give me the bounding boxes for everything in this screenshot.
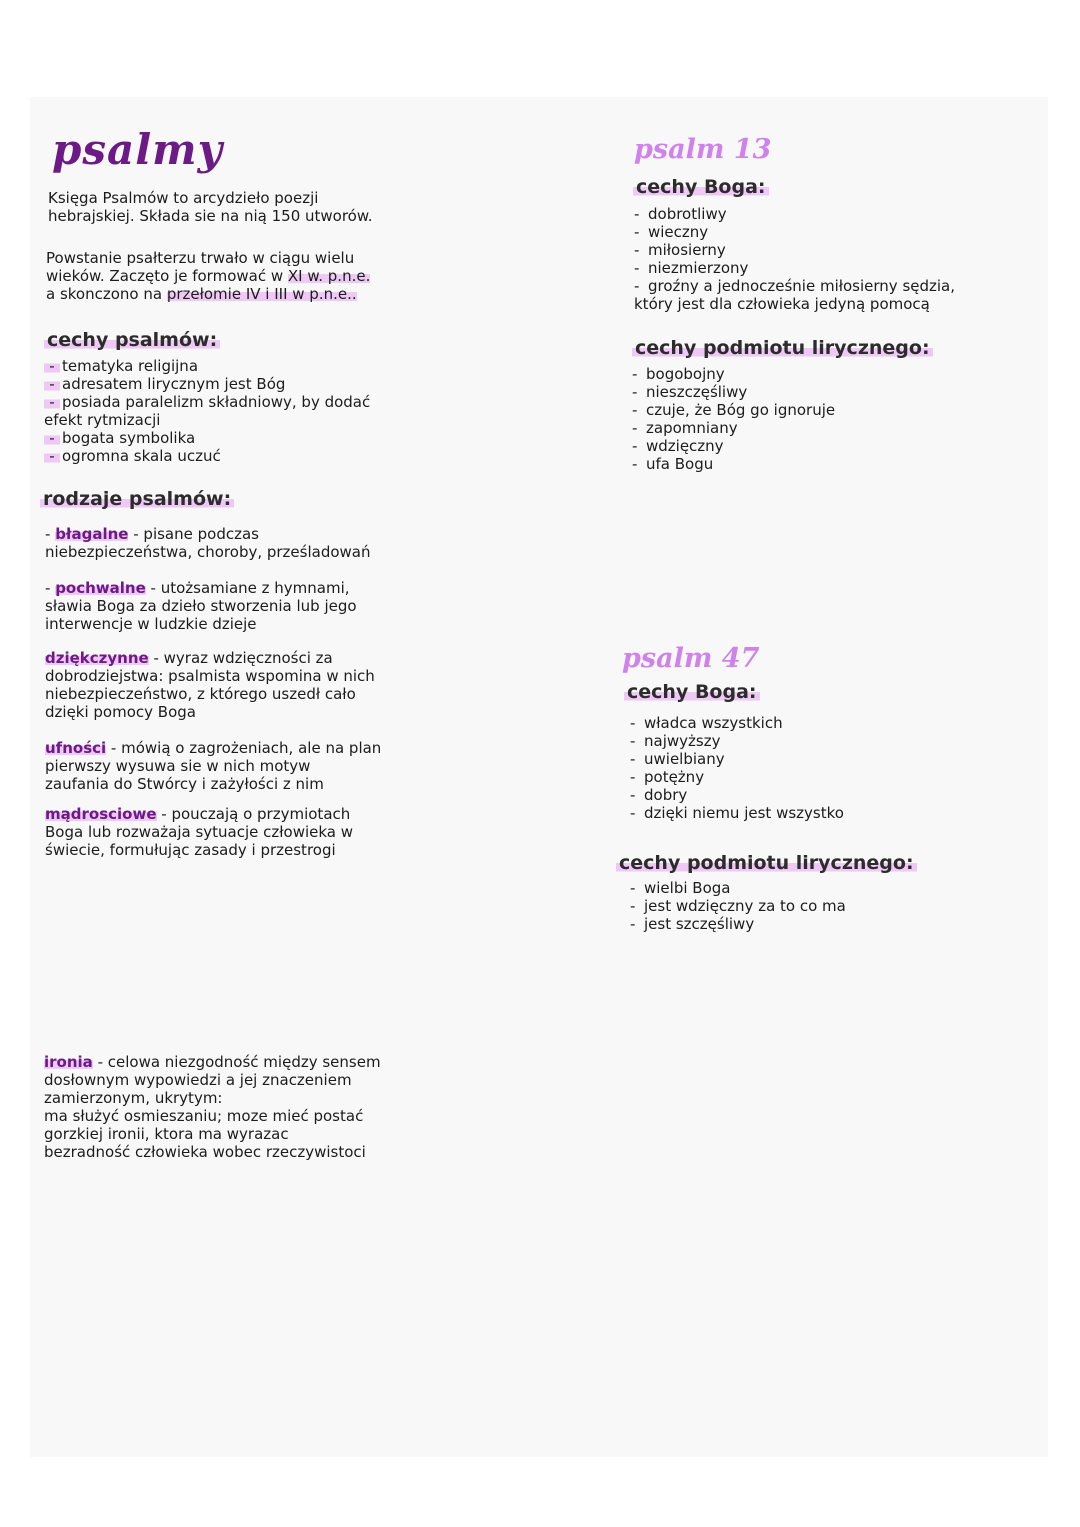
type-term: pochwalne <box>55 579 146 597</box>
history-highlight-1: XI w. p.n.e. <box>287 267 371 285</box>
list-item: - najwyższy <box>630 732 721 750</box>
list-item: - ogromna skala uczuć <box>44 447 464 465</box>
list-item: - jest wdzięczny za to co ma <box>630 897 846 915</box>
list-item: - wdzięczny <box>632 437 724 455</box>
psalm13-god-traits <box>634 205 1024 313</box>
list-item: - zapomniany <box>632 419 738 437</box>
list-item: - niezmierzony <box>634 259 749 277</box>
list-item: - groźny a jednocześnie miłosierny sędzia, który jest dla człowieka jedyną pomocą <box>634 277 956 313</box>
types-heading: rodzaje psalmów: <box>40 488 234 510</box>
list-item: - miłosierny <box>634 241 726 259</box>
list-item: - adresatem lirycznym jest Bóg <box>44 375 464 393</box>
list-item: - uwielbiany <box>630 750 725 768</box>
list-item: - nieszczęśliwy <box>632 383 748 401</box>
psalm47-title: psalm 47 <box>622 643 760 674</box>
intro-text: Księga Psalmów to arcydzieło poezji hebrajskiej. Składa sie na nią 150 utworów. <box>48 189 373 225</box>
type-entry: dziękczynne - wyraz wdzięczności za dobrodziejstwa: psalmista wspomina w nich niebezpieczeństwo, z którego uszedł cało dzięki pomocy Boga <box>45 649 375 721</box>
type-term: błagalne <box>55 525 129 543</box>
list-item: - czuje, że Bóg go ignoruje <box>632 401 836 419</box>
type-entry: - błagalne - pisane podczas niebezpieczeństwa, choroby, prześladowań <box>45 525 371 561</box>
page-title: psalmy <box>52 125 224 174</box>
list-item: - władca wszystkich <box>630 714 783 732</box>
psalm47-subject-traits <box>630 879 1020 933</box>
list-item: - potężny <box>630 768 705 786</box>
type-entry: mądrosciowe - pouczają o przymiotach Boga lub rozważaja sytuacje człowieka w świecie, formułując zasady i przestrogi <box>45 805 354 859</box>
list-item: - tematyka religijna <box>44 357 464 375</box>
list-item: - dobry <box>630 786 688 804</box>
type-entry: ufności - mówią o zagrożeniach, ale na plan pierwszy wysuwa sie w nich motyw zaufania do Stwórcy i zażyłości z nim <box>45 739 382 793</box>
irony-term: ironia <box>44 1053 93 1071</box>
history-part2: a skonczono na <box>46 285 163 303</box>
psalm47-god-heading: cechy Boga: <box>624 681 760 703</box>
psalm13-title: psalm 13 <box>634 134 772 165</box>
psalm13-subject-heading: cechy podmiotu lirycznego: <box>632 337 933 359</box>
irony-definition: ironia - celowa niezgodność między sensem dosłownym wypowiedzi a jej znaczeniem zamierzonym, ukrytym: ma służyć osmieszaniu; moze mieć postać gorzkiej ironii, ktora ma wyrazac bezradność człowieka wobec rzeczywistoci <box>44 1053 381 1161</box>
history-text <box>46 249 446 303</box>
type-term: mądrosciowe <box>45 805 157 823</box>
list-item: - bogobojny <box>632 365 725 383</box>
list-item: - ufa Bogu <box>632 455 714 473</box>
notes-page <box>30 97 1048 1457</box>
psalm13-subject-traits <box>632 365 1022 473</box>
psalm47-subject-heading: cechy podmiotu lirycznego: <box>616 852 917 874</box>
features-heading: cechy psalmów: <box>44 329 220 351</box>
history-highlight-2: przełomie IV i III w p.n.e.. <box>166 285 357 303</box>
list-item: - wieczny <box>634 223 709 241</box>
type-entry: - pochwalne - utożsamiane z hymnami, sławia Boga za dzieło stworzenia lub jego interwencje w ludzkie dzieje <box>45 579 357 633</box>
list-item: - posiada paralelizm składniowy, by dodać efekt rytmizacji <box>44 393 371 429</box>
history-part1: Powstanie psałterzu trwało w ciągu wielu wieków. Zaczęto je formować w <box>46 249 355 285</box>
psalm13-god-heading: cechy Boga: <box>633 176 769 198</box>
list-item: - wielbi Boga <box>630 879 731 897</box>
list-item: - jest szczęśliwy <box>630 915 755 933</box>
list-item: - dzięki niemu jest wszystko <box>630 804 844 822</box>
list-item: - bogata symbolika <box>44 429 464 447</box>
list-item: - dobrotliwy <box>634 205 727 223</box>
type-term: ufności <box>45 739 107 757</box>
features-list <box>44 357 464 465</box>
psalm47-god-traits <box>630 714 1020 822</box>
type-term: dziękczynne <box>45 649 149 667</box>
